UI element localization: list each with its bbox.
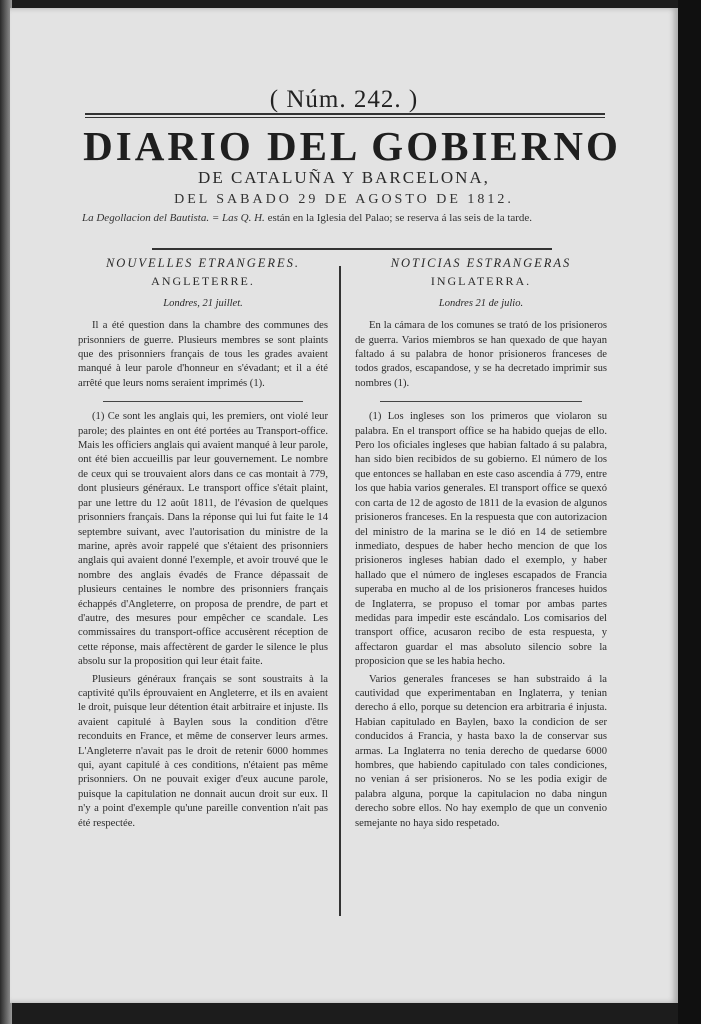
top-rule xyxy=(85,113,605,118)
background-strip xyxy=(678,0,701,1024)
footnote-paragraph: (1) Ce sont les anglais qui, les premiers, ont violé leur parole; des plaintes en ont été portées au Transport-office. Mais les officiers anglais qui avaient manqué à leur parole, ont été bien accueillis par leur gouvernement. Le nombre de ceux qui se trouvaient alors dans ce cas montait à 779, dont plusieurs généraux. Le transport office s'était plaint, par une lettre du 12 août 1811, de l'évasion de quelques prisonniers français. Dans la réponse qui lui fut faite le 14 septembre suivant, avec l'autorisation du ministre de la marine, après avoir rappelé que s'étaient des prisonniers anglais qui avaient donné l'exemple, et avoir trouvé que le nombre des anglais évadés de France dépassait de plusieurs centaines le nombre des prisonniers français échappés d'Angleterre, on proposa de prendre, de part et d'autre, des mesures pour empêcher ce scandale. Les commissaires du transport-office accusèrent réception de cette réponse, mais affectèrent de garder le silence le plus absolu sur la proposition qui leur était faite. xyxy=(78,411,328,668)
footnote-rule-es xyxy=(380,401,582,402)
footnote-paragraph: (1) Los ingleses son los primeros que violaron su palabra. En el transport office se ha habido quejas de ello. Pero los oficiales ingleses que habian faltado á su palabra, han sido bien recibidos de su gobierno. El número de los que entonces se hallaban en este caso ascendia á 779, entre los que habia varios generales. El transport office se quexó con carta de 12 de agosto de 1811 de la evasion de algunos prisioneros franceses. En la respuesta que con autorizacion del ministro de la marina se le dió en 14 de setiembre inmediato, despues de haber hecho mencion de que los prisioneros ingleses habian dado el exemplo, y haber hallado que el número de ingleses escapados de Francia superaba en mucho al de los prisioneros franceses huidos de Inglaterra, se propuso el tomar por ambas partes medidas para impedir este escándalo. Los comisarios del transport office, acusaron recibo de esta respuesta, y affectaron guardar el mas absoluto silencio sobre la proposicion que se les habia hecho. xyxy=(355,411,607,668)
french-column xyxy=(78,256,328,834)
footnote-rule-fr xyxy=(103,401,303,402)
footnote-fr xyxy=(78,410,328,831)
article-body-es: En la cámara de los comunes se trató de los prisioneros de guerra. Varios miembros se han quexado de que hayan faltado á su palabra de honor prisioneros franceses de todos grados, escapandose, y se ha decretado imprimir sus nombres (1). xyxy=(355,320,607,389)
issue-number: ( Núm. 242. ) xyxy=(269,86,419,113)
issue-date: DEL SABADO 29 DE AGOSTO DE 1812. xyxy=(174,192,514,207)
religious-notice xyxy=(82,211,622,225)
dateline-fr: Londres, 21 juillet. xyxy=(163,297,243,309)
footnote-paragraph: Varios generales franceses se han substraido á la cautividad que experimentaban en Inglaterra, y tenian derecho á ello, porque su detencion era arbitraria é injusta. Habian capitulado en Baylen, baxo la condicion de ser conducidos á Francia, y hasta baxo la de conservar sus armas. La Inglaterra no tenia derecho de quedarse 6000 hombres, que habiendo capitulado con tales condiciones, no venian á ser prisioneros. No se les podia exigir de palabra alguna, porque la capitulacion no daba ningun derecho sobre ellos. No hay exemplo de que un convenio semejante no haya sido respetado. xyxy=(355,673,607,829)
column-divider xyxy=(339,266,341,916)
masthead-subtitle: DE CATALUÑA Y BARCELONA, xyxy=(198,168,490,187)
header-rule xyxy=(152,248,552,250)
article-body-fr: Il a été question dans la chambre des communes des prisonniers de guerre. Plusieurs membres se sont plaints que des prisonniers français de tous les grades avaient manqué à leur parole d'honneur en s'évadant; et il a été arrêté que leurs noms seraient imprimés (1). xyxy=(78,320,328,389)
section-title-fr: NOUVELLES ETRANGERES. xyxy=(105,256,301,270)
footnote-paragraph: Plusieurs généraux français se sont soustraits à la captivité qu'ils éprouvaient en Angleterre, et ils en avaient le droit, puisque leur détention était arbitraire et injuste. Ils avaient capitulé à Baylen sous la condition d'être reconduits en France, et même de conserver leurs armes. L'Angleterre n'avait pas le droit de retenir 6000 hommes qui, ayant capitulé à ces conditions, n'étaient pas même prisonniers. On ne pouvait exiger d'eux aucune parole, puisque la capitulation ne donnait aucun droit sur eux. Il n'y a point d'exemple qu'une pareille convention n'ait pas été respectée. xyxy=(78,673,328,829)
notice-text: están en la Iglesia del Palao; se reserva á las seis de la tarde. xyxy=(264,212,533,224)
country-fr: ANGLETERRE. xyxy=(151,274,255,289)
dateline-es: Londres 21 de julio. xyxy=(438,297,524,309)
masthead-title: DIARIO DEL GOBIERNO xyxy=(83,123,621,169)
notice-italic: La Degollacion del Bautista. = Las Q. H. xyxy=(82,212,265,224)
section-title-es: NOTICIAS ESTRANGERAS xyxy=(390,256,572,270)
country-es: INGLATERRA. xyxy=(430,274,532,289)
spanish-column xyxy=(355,256,607,834)
footnote-es xyxy=(355,410,607,831)
